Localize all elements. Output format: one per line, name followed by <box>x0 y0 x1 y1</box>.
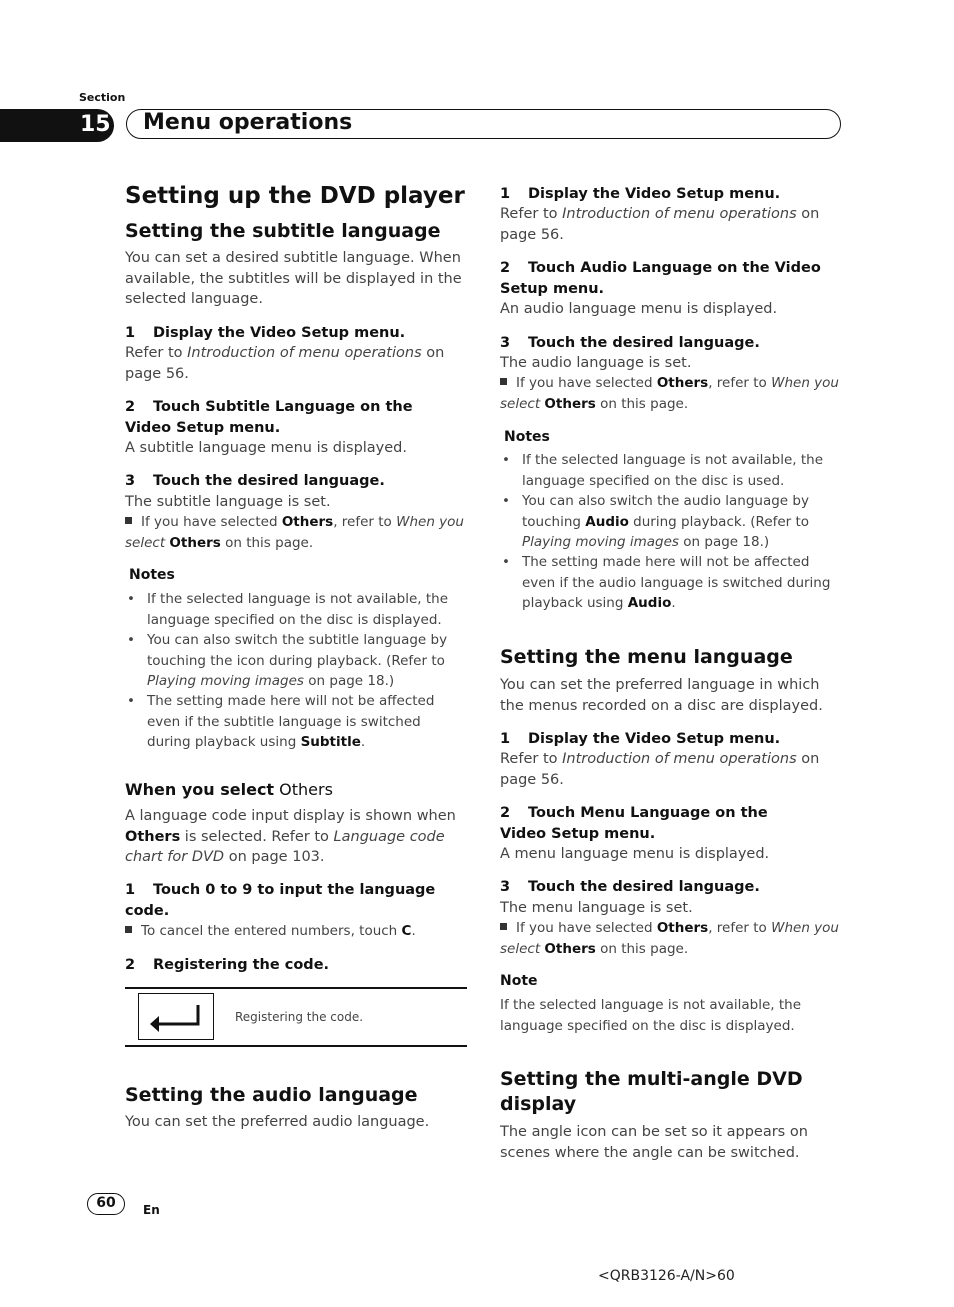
wys-step-1: 1 Touch 0 to 9 to input the language code. <box>125 882 436 919</box>
multi-angle-heading: Setting the multi-angle DVD display <box>500 1068 803 1115</box>
step-3-body: The subtitle language is set. <box>125 494 331 510</box>
enter-icon <box>139 994 212 1038</box>
section-label: Section <box>79 91 126 104</box>
wys-step-1-bullet: To cancel the entered numbers, touch C. <box>125 921 416 942</box>
menu-step-3-body: The menu language is set. <box>500 900 693 916</box>
audio-step-2-body: An audio language menu is displayed. <box>500 301 778 317</box>
wys-step-2: 2 Registering the code. <box>125 957 330 973</box>
enter-key-description: Registering the code. <box>235 1010 364 1024</box>
step-3: 3 Touch the desired language. <box>125 473 385 489</box>
when-you-select-body: A language code input display is shown when Others is selected. Refer to Language code chart for DVD on page 103. <box>125 808 456 865</box>
document-code: <QRB3126-A/N>60 <box>598 1268 735 1284</box>
note-3: • The setting made here will not be affected even if the subtitle language is switched during playback using Subtitle. <box>127 693 435 750</box>
when-you-select-heading: When you select Others <box>125 780 333 799</box>
section-number: 15 <box>80 112 111 137</box>
audio-step-1-body: Refer to Introduction of menu operations on page 56. <box>500 206 820 243</box>
square-bullet-icon <box>125 517 132 524</box>
multi-angle-body: The angle icon can be set so it appears on scenes where the angle can be switched. <box>500 1124 808 1161</box>
audio-step-3-bullet: If you have selected Others, refer to When you select Others on this page. <box>500 375 839 412</box>
enter-key <box>138 993 214 1040</box>
note-2: • You can also switch the subtitle language by touching the icon during playback. (Refer to Playing moving images on page 18.) <box>127 632 448 689</box>
menu-step-1-body: Refer to Introduction of menu operations on page 56. <box>500 751 820 788</box>
menu-language-intro: You can set the preferred language in which the menus recorded on a disc are displayed. <box>500 677 823 714</box>
audio-heading: Setting the audio language <box>125 1084 418 1106</box>
notes-heading: Notes <box>129 567 175 583</box>
menu-language-heading: Setting the menu language <box>500 646 793 668</box>
square-bullet-icon <box>500 378 507 385</box>
menu-note-heading: Note <box>500 973 538 989</box>
step-2-body: A subtitle language menu is displayed. <box>125 440 407 456</box>
audio-note-1: • If the selected language is not available, the language specified on the disc is used. <box>502 452 824 489</box>
audio-step-2: 2 Touch Audio Language on the Video Setup menu. <box>500 260 821 297</box>
note-1: • If the selected language is not available, the language specified on the disc is displayed. <box>127 591 449 628</box>
step-1-body: Refer to Introduction of menu operations on page 56. <box>125 345 445 382</box>
step-1: 1 Display the Video Setup menu. <box>125 325 406 341</box>
subtitle-intro: You can set a desired subtitle language. When available, the subtitles will be displayed in the selected language. <box>125 250 462 307</box>
page-title: Setting up the DVD player <box>125 183 465 209</box>
language-code: En <box>143 1203 160 1217</box>
audio-step-3-body: The audio language is set. <box>500 355 692 371</box>
menu-note-body: If the selected language is not available, the language specified on the disc is displayed. <box>500 997 802 1034</box>
step-2: 2 Touch Subtitle Language on the Video Setup menu. <box>125 399 413 436</box>
table-bottom-rule <box>125 1045 467 1047</box>
menu-step-1: 1 Display the Video Setup menu. <box>500 731 781 747</box>
subtitle-heading: Setting the subtitle language <box>125 220 441 242</box>
page-number: 60 <box>87 1193 125 1215</box>
audio-step-3: 3 Touch the desired language. <box>500 335 760 351</box>
menu-step-3-bullet: If you have selected Others, refer to When you select Others on this page. <box>500 920 839 957</box>
menu-step-3: 3 Touch the desired language. <box>500 879 760 895</box>
chapter-title: Menu operations <box>143 110 353 135</box>
table-top-rule <box>125 987 467 989</box>
step-3-bullet: If you have selected Others, refer to When you select Others on this page. <box>125 514 464 551</box>
audio-notes-heading: Notes <box>504 429 550 445</box>
audio-step-1: 1 Display the Video Setup menu. <box>500 186 781 202</box>
menu-step-2: 2 Touch Menu Language on the Video Setup menu. <box>500 805 768 842</box>
audio-note-2: • You can also switch the audio language by touching Audio during playback. (Refer to Playing moving images on page 18.) <box>502 493 810 550</box>
menu-step-2-body: A menu language menu is displayed. <box>500 846 770 862</box>
audio-intro: You can set the preferred audio language. <box>125 1114 430 1130</box>
audio-note-3: • The setting made here will not be affected even if the audio language is switched during playback using Audio. <box>502 554 831 611</box>
square-bullet-icon <box>125 926 132 933</box>
square-bullet-icon <box>500 923 507 930</box>
